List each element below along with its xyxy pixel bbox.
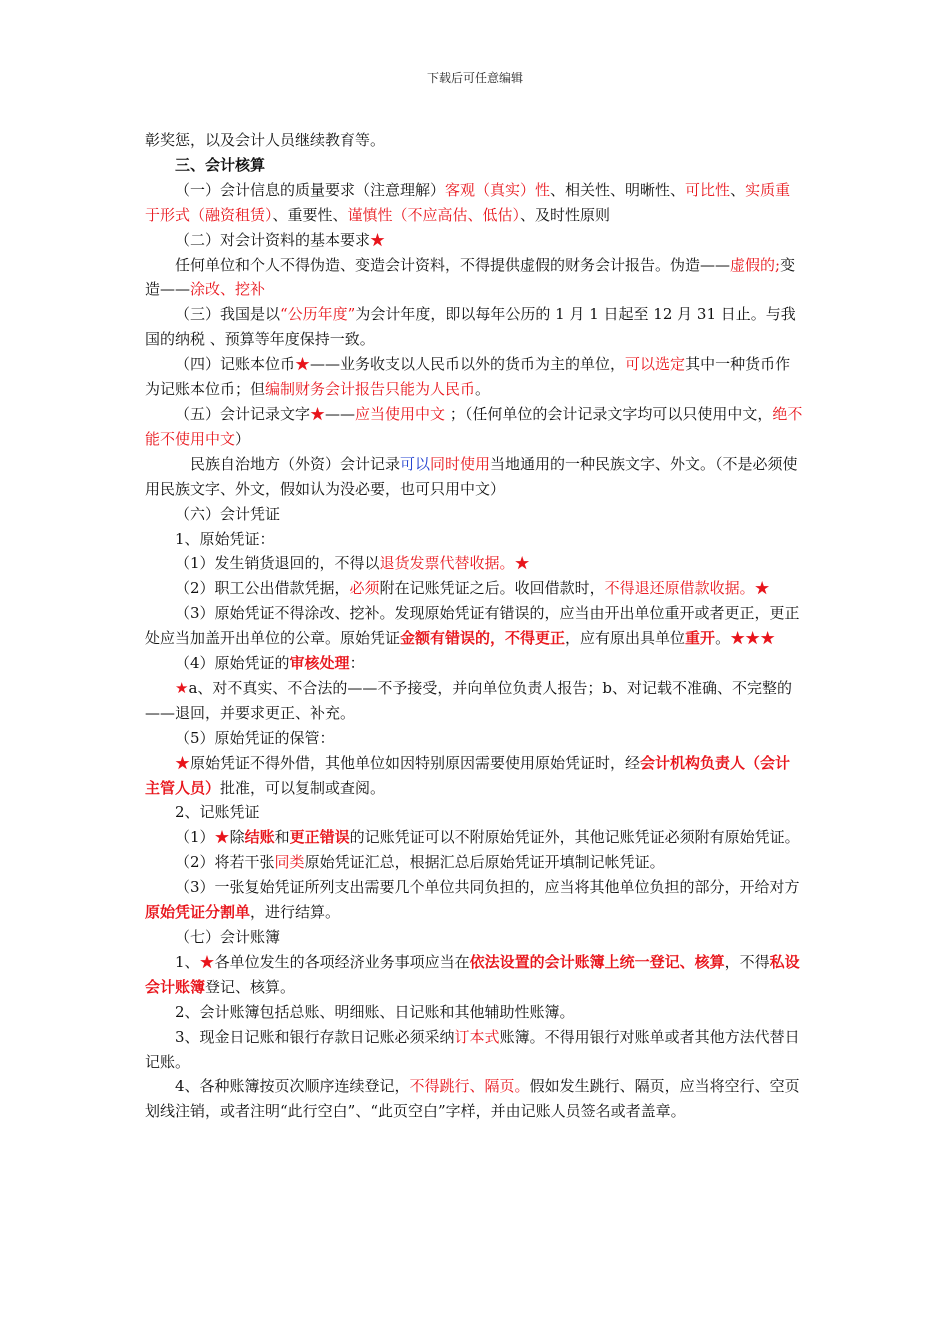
- text-segment: 原始凭证不得外借，其他单位如因特别原因需要使用原始凭证时，经: [190, 753, 641, 772]
- document-body: [145, 128, 805, 1124]
- paragraph-l15: [145, 651, 805, 676]
- text-segment: 的记账凭证可以不附原始凭证外，其他记账凭证必须附有原始凭证。: [349, 828, 800, 847]
- star-icon: ★: [175, 753, 191, 772]
- paragraph-l07: [145, 352, 805, 402]
- text-segment: 原始凭证分割单: [145, 903, 251, 922]
- text-segment: 1、: [175, 952, 200, 971]
- text-segment: 其中一种货币作为记账本位币；但: [145, 355, 791, 399]
- text-segment: 附在记账凭证之后。收回借款时，: [379, 579, 605, 598]
- text-segment: ，不得: [724, 952, 770, 971]
- text-segment: 登记、核算。: [205, 977, 296, 996]
- text-segment: （1）: [175, 828, 215, 847]
- text-segment: 各单位发生的各项经济业务事项应当在: [214, 952, 470, 971]
- text-segment: 更正错误: [289, 828, 350, 847]
- text-segment: 客观（真实）性: [445, 180, 551, 199]
- star-icon: ★: [199, 952, 215, 971]
- text-segment: 必须: [349, 579, 380, 598]
- paragraph-l27: [145, 1074, 805, 1124]
- text-segment: （3）一张复始凭证所列支出需要几个单位共同负担的，应当将其他单位负担的部分，开给对方: [175, 878, 800, 897]
- text-segment: ，进行结算。: [250, 903, 341, 922]
- text-segment: 、相关性、明晰性、: [550, 180, 686, 199]
- text-segment: 、重要性、: [272, 205, 348, 224]
- paragraph-l23: [145, 925, 805, 950]
- paragraph-l14: [145, 601, 805, 651]
- paragraph-l06: [145, 302, 805, 352]
- text-segment: 2、会计账簿包括总账、明细账、日记账和其他辅助性账簿。: [175, 1002, 575, 1021]
- text-segment: 金额有错误的，不得更正: [400, 629, 566, 648]
- text-segment: 同类: [274, 853, 305, 872]
- paragraph-l05: [145, 253, 805, 303]
- text-segment: 、: [730, 180, 746, 199]
- text-segment: 4、各种账簿按页次顺序连续登记，: [175, 1077, 410, 1096]
- text-segment: （五）会计记录文字: [175, 404, 311, 423]
- text-segment: （2）将若干张: [175, 853, 275, 872]
- text-segment: 。: [475, 380, 491, 399]
- text-segment: 三、会计核算: [175, 155, 266, 174]
- text-segment: 民族自治地方（外资）会计记录: [190, 454, 401, 473]
- text-segment: 假如发生跳行、隔页，应当将空行、空页划线注销，或者注明“此行空白”、“此页空白”字样，并由记账人员签名或者盖章。: [145, 1077, 800, 1121]
- text-segment: 不得退还原借款收据。: [604, 579, 755, 598]
- paragraph-l11: [145, 527, 805, 552]
- star-icon: ★: [214, 828, 230, 847]
- text-segment: 1、原始凭证：: [175, 529, 275, 548]
- text-segment: 可以选定: [625, 355, 686, 374]
- paragraph-l19: [145, 800, 805, 825]
- star-icon: ★★★: [730, 629, 776, 648]
- text-segment: （2）职工公出借款凭据，: [175, 579, 350, 598]
- text-segment: 任何单位和个人不得伪造、变造会计资料，不得提供虚假的财务会计报告。伪造——: [175, 255, 731, 274]
- text-segment: ——业务收支以人民币以外的货币为主的单位，: [310, 355, 626, 374]
- paragraph-l08: [145, 402, 805, 452]
- paragraph-l17: [145, 726, 805, 751]
- text-segment: 私设会计账簿: [145, 952, 800, 996]
- paragraph-l16: [145, 676, 805, 726]
- star-icon: ★: [754, 579, 770, 598]
- text-segment: （1）发生销货退回的，不得以: [175, 554, 380, 573]
- text-segment: 应当使用中文: [355, 404, 446, 423]
- page-header: 下载后可任意编辑: [426, 71, 523, 85]
- text-segment: （四）记账本位币: [175, 355, 296, 374]
- paragraph-l12: [145, 551, 805, 576]
- text-segment: （三）我国是以: [175, 305, 281, 324]
- text-segment: 重开: [685, 629, 716, 648]
- text-segment: 可比性: [685, 180, 731, 199]
- text-segment: 2、记账凭证: [175, 803, 260, 822]
- text-segment: 绝不能不使用中文: [145, 404, 803, 448]
- text-segment: （六）会计凭证: [175, 504, 281, 523]
- paragraph-l02: [145, 153, 805, 178]
- paragraph-l20: [145, 825, 805, 850]
- text-segment: a、对不真实、不合法的——不予接受，并向单位负责人报告；b、对记载不准确、不完整的——退回，并要求更正、补充。: [145, 678, 793, 722]
- text-segment: （3）原始凭证不得涂改、挖补。发现原始凭证有错误的，应当由开出单位重开或者更正，更正处应当加盖开出单位的公章。原始凭证: [145, 604, 800, 648]
- text-segment: 虚假的;: [730, 255, 781, 274]
- paragraph-l25: [145, 1000, 805, 1025]
- star-icon: ★: [514, 554, 530, 573]
- text-segment: 不得跳行、隔页。: [409, 1077, 530, 1096]
- text-segment: ：: [349, 654, 365, 673]
- text-segment: 订本式: [454, 1027, 500, 1046]
- paragraph-l13: [145, 576, 805, 601]
- paragraph-l04: [145, 228, 805, 253]
- text-segment: ——: [325, 404, 356, 423]
- paragraph-l24: [145, 950, 805, 1000]
- text-segment: （七）会计账簿: [175, 928, 281, 946]
- text-segment: 实质重于形式（融资租赁）: [145, 180, 791, 224]
- text-segment: 同时使用: [430, 454, 491, 473]
- text-segment: 编制财务会计报告只能为人民币: [265, 380, 476, 399]
- text-segment: ；（任何单位的会计记录文字均可以只使用中文，: [445, 404, 773, 423]
- paragraph-l18: [145, 751, 805, 801]
- text-segment: 涂改、挖补: [190, 280, 266, 299]
- text-segment: 变造——: [145, 255, 796, 299]
- text-segment: 结账: [244, 828, 275, 847]
- text-segment: （5）原始凭证的保管：: [175, 728, 335, 747]
- text-segment: 。: [715, 629, 731, 648]
- star-icon: ★: [370, 230, 386, 249]
- text-segment: ，应有原出具单位: [565, 629, 686, 648]
- star-icon: ★: [175, 678, 189, 697]
- text-segment: 会计机构负责人（会计主管人员）: [145, 753, 791, 797]
- paragraph-l26: [145, 1025, 805, 1075]
- text-segment: 3、现金日记账和银行存款日记账必须采纳: [175, 1027, 455, 1046]
- paragraph-l10: [145, 502, 805, 527]
- star-icon: ★: [310, 404, 326, 423]
- text-segment: 谨慎性（不应高估、低估）: [347, 205, 521, 224]
- text-segment: 依法设置的会计账簿上统一登记、核算: [469, 952, 725, 971]
- text-segment: 可以: [400, 454, 431, 473]
- text-segment: ）: [235, 429, 251, 448]
- paragraph-l01: [145, 128, 805, 153]
- text-segment: 原始凭证汇总，根据汇总后原始凭证开填制记帐凭证。: [304, 853, 665, 872]
- star-icon: ★: [295, 355, 311, 374]
- text-segment: 账簿。不得用银行对账单或者其他方法代替日记账。: [145, 1027, 800, 1071]
- paragraph-l22: [145, 875, 805, 925]
- text-segment: 退货发票代替收据。: [379, 554, 515, 573]
- text-segment: 当地通用的一种民族文字、外文。（不是必须使用民族文字、外文，假如认为没必要，也可只用中文）: [145, 454, 798, 498]
- text-segment: 和: [274, 828, 290, 847]
- text-segment: （一）会计信息的质量要求（注意理解）: [175, 180, 446, 199]
- paragraph-l21: [145, 850, 805, 875]
- text-segment: （4）原始凭证的: [175, 654, 290, 673]
- text-segment: 除: [229, 828, 245, 847]
- text-segment: “公历年度”: [280, 305, 356, 324]
- text-segment: 、及时性原则: [520, 205, 611, 224]
- text-segment: 批准，可以复制或查阅。: [220, 778, 386, 797]
- text-segment: 为会计年度，即以每年公历的 1 月 1 日起至 12 月 31 日止。与我国的纳税 、预算等年度保持一致。: [145, 305, 796, 349]
- text-segment: 审核处理: [289, 654, 350, 673]
- text-segment: 彰奖惩，以及会计人员继续教育等。: [145, 131, 386, 149]
- text-segment: （二）对会计资料的基本要求: [175, 230, 371, 249]
- paragraph-l03: [145, 178, 805, 228]
- paragraph-l09: [145, 452, 805, 502]
